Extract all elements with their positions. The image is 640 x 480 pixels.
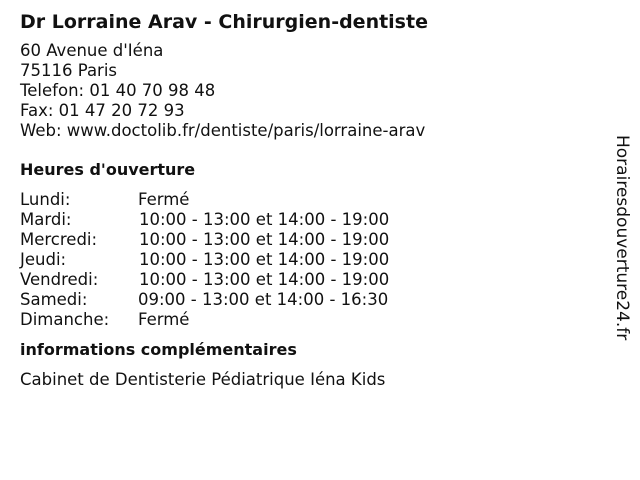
hours-row-friday bbox=[20, 270, 600, 290]
day-label: Mardi: bbox=[20, 210, 72, 229]
hours-row-saturday bbox=[20, 290, 600, 310]
day-label: Samedi: bbox=[20, 290, 88, 309]
fax-number: Fax: 01 47 20 72 93 bbox=[20, 101, 185, 120]
hours-value: Fermé bbox=[138, 310, 190, 329]
opening-hours-table bbox=[20, 190, 600, 330]
hours-value: 10:00 - 13:00 et 14:00 - 19:00 bbox=[139, 230, 390, 249]
day-label: Mercredi: bbox=[20, 230, 98, 249]
site-watermark: Horairesdouverture24.fr bbox=[612, 135, 632, 341]
hours-value: 10:00 - 13:00 et 14:00 - 19:00 bbox=[139, 270, 390, 289]
address-city: 75116 Paris bbox=[20, 61, 118, 80]
hours-row-tuesday bbox=[20, 210, 600, 230]
additional-info-text: Cabinet de Dentisterie Pédiatrique Iéna Kids bbox=[20, 370, 386, 389]
hours-value: Fermé bbox=[138, 190, 190, 209]
hours-row-wednesday bbox=[20, 230, 600, 250]
listing-card bbox=[20, 10, 600, 390]
day-label: Lundi: bbox=[20, 190, 71, 209]
hours-value: 09:00 - 13:00 et 14:00 - 16:30 bbox=[138, 290, 389, 309]
hours-row-monday bbox=[20, 190, 600, 210]
hours-row-thursday bbox=[20, 250, 600, 270]
opening-hours-heading: Heures d'ouverture bbox=[20, 160, 196, 179]
day-label: Dimanche: bbox=[20, 310, 110, 329]
page-title: Dr Lorraine Arav - Chirurgien-dentiste bbox=[20, 11, 428, 33]
day-label: Jeudi: bbox=[20, 250, 67, 269]
address-street: 60 Avenue d'Iéna bbox=[20, 41, 164, 60]
hours-value: 10:00 - 13:00 et 14:00 - 19:00 bbox=[139, 210, 390, 229]
hours-row-sunday bbox=[20, 310, 600, 330]
website-link[interactable]: Web: www.doctolib.fr/dentiste/paris/lorraine-arav bbox=[20, 121, 426, 140]
phone-number: Telefon: 01 40 70 98 48 bbox=[20, 81, 216, 100]
additional-info-heading: informations complémentaires bbox=[20, 340, 297, 359]
hours-value: 10:00 - 13:00 et 14:00 - 19:00 bbox=[139, 250, 390, 269]
day-label: Vendredi: bbox=[20, 270, 99, 289]
